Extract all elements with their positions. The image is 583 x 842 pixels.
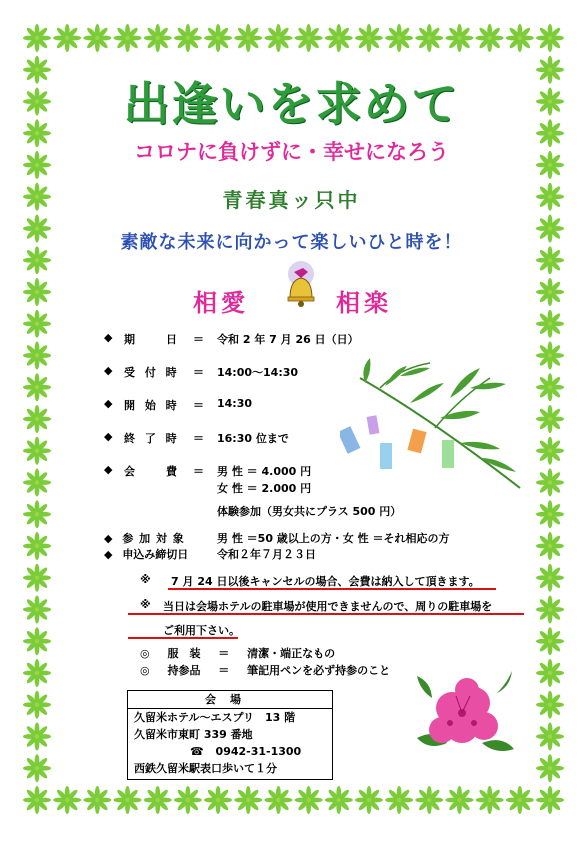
flower-icon (53, 786, 81, 814)
detail-value: 16:30 位まで (217, 432, 289, 445)
flower-icon (234, 786, 262, 814)
flower-icon (506, 786, 534, 814)
flower-icon (415, 786, 443, 814)
flower-icon (23, 627, 51, 655)
azalea-flower-icon (412, 668, 517, 763)
flower-icon (536, 691, 564, 719)
note-mark: ※ (140, 573, 151, 586)
detail-eq: ＝ (193, 366, 204, 379)
item-value: 筆記用ペンを必ず持参のこと (247, 664, 391, 677)
flower-icon (385, 786, 413, 814)
flower-icon (23, 500, 51, 528)
flower-icon (536, 596, 564, 624)
venue-access: 西鉄久留米駅表口歩いて１分 (134, 762, 277, 775)
flower-icon (23, 786, 51, 814)
note-cancel: 7 月 24 日以後キャンセルの場合、会費は納入して頂きます。 (171, 575, 480, 588)
bullet: ◆ (104, 397, 113, 410)
aiai-left-text: 相愛 (193, 289, 249, 317)
flower-icon (23, 659, 51, 687)
flower-icon (264, 786, 292, 814)
flower-icon (536, 278, 564, 306)
flower-icon (295, 786, 323, 814)
main-title: 出逢いを求めて (123, 77, 460, 131)
venue-box (127, 690, 333, 780)
flower-icon (325, 24, 353, 52)
fee-female: 女 性 ＝ 2.000 円 (217, 482, 312, 495)
flower-icon (355, 786, 383, 814)
flower-icon (536, 310, 564, 338)
bullet: ◆ (104, 430, 113, 443)
flower-icon (506, 24, 534, 52)
flower-icon (114, 786, 142, 814)
flower-icon (23, 754, 51, 782)
flower-icon (23, 532, 51, 560)
underline (168, 588, 496, 590)
detail-eq: ＝ (193, 432, 204, 445)
subtitle-youth: 青春真ッ只中 (222, 188, 361, 212)
venue-header: 会場 (128, 691, 332, 709)
detail-eq: ＝ (193, 399, 204, 412)
underline (128, 613, 524, 615)
detail-label: 期 日 (124, 333, 180, 346)
item-value: 清潔・端正なもの (247, 647, 336, 660)
flower-icon (536, 342, 564, 370)
flower-icon (536, 723, 564, 751)
participants-label: 参 加 対 象 (122, 532, 185, 545)
flower-icon (83, 786, 111, 814)
bamboo-tanabata-icon (340, 358, 530, 493)
participants-value: 男 性 ＝50 歳以上の方・女 性 ＝それ相応の方 (217, 532, 450, 545)
item-eq: ＝ (218, 664, 230, 677)
flower-icon (476, 786, 504, 814)
flower-icon (83, 24, 111, 52)
participants-row (104, 530, 185, 546)
flower-icon (536, 437, 564, 465)
flower-icon (415, 24, 443, 52)
flower-icon (536, 24, 564, 52)
flower-icon (23, 310, 51, 338)
note-parking: 当日は会場ホテルの駐車場が使用できませんので、周りの駐車場を (163, 600, 493, 613)
venue-phone: 0942-31-1300 (215, 745, 302, 758)
flower-icon (23, 691, 51, 719)
flower-icon (325, 786, 353, 814)
detail-value: 男 性 ＝ 4.000 円 (217, 465, 312, 478)
detail-label: 終 了 時 (124, 432, 180, 445)
item-bring (140, 662, 390, 678)
underline (128, 637, 238, 639)
flower-icon (536, 373, 564, 401)
flower-icon (445, 24, 473, 52)
subtitle-corona: コロナに負けずに・幸せになろう (134, 140, 449, 164)
fee-note: 体験参加（男女共にプラス 500 円） (217, 505, 402, 518)
flower-icon (23, 405, 51, 433)
aiai-right-text: 相楽 (336, 289, 392, 317)
bullet: ◆ (104, 364, 113, 377)
flower-icon (23, 24, 51, 52)
detail-label: 受 付 時 (124, 366, 180, 379)
venue-address: 久留米市東町 339 番地 (134, 728, 253, 741)
item-label: 服 装 (167, 647, 201, 660)
bullet: ◆ (104, 548, 113, 561)
detail-label: 会 費 (124, 465, 180, 478)
detail-value: 14:00〜14:30 (217, 366, 299, 379)
flower-icon (144, 24, 172, 52)
flower-icon (536, 500, 564, 528)
flower-icon (536, 627, 564, 655)
flower-icon (144, 786, 172, 814)
flower-icon (536, 659, 564, 687)
item-mark: ◎ (140, 664, 150, 677)
flower-icon (23, 342, 51, 370)
flower-icon (23, 278, 51, 306)
detail-label: 開 始 時 (124, 399, 180, 412)
deadline-label: 申込み締切日 (122, 548, 189, 561)
bullet: ◆ (104, 532, 113, 545)
detail-eq: ＝ (193, 465, 204, 478)
flower-icon (445, 786, 473, 814)
flower-icon (355, 24, 383, 52)
item-label: 持参品 (167, 664, 201, 677)
flower-icon (174, 24, 202, 52)
flower-icon (23, 596, 51, 624)
detail-value: 令和 2 年 7 月 26 日（日） (217, 333, 359, 346)
flower-icon (204, 786, 232, 814)
flower-icon (23, 723, 51, 751)
deadline-row (104, 546, 188, 562)
flower-icon (536, 754, 564, 782)
flower-icon (114, 24, 142, 52)
flower-icon (53, 24, 81, 52)
flower-icon (295, 24, 323, 52)
flower-icon (385, 24, 413, 52)
flower-icon (536, 469, 564, 497)
flower-icon (23, 564, 51, 592)
flower-icon (476, 24, 504, 52)
item-mark: ◎ (140, 647, 150, 660)
bell-icon (276, 260, 326, 312)
flower-icon (23, 373, 51, 401)
flower-icon (23, 469, 51, 497)
item-eq: ＝ (218, 647, 230, 660)
note-mark: ※ (140, 598, 151, 611)
venue-phone-line (128, 743, 332, 760)
flower-icon (264, 24, 292, 52)
phone-icon: ☎ (190, 745, 204, 758)
deadline-value: 令和２年７月２３日 (217, 548, 316, 561)
flower-icon (174, 786, 202, 814)
flower-icon (23, 437, 51, 465)
flower-icon (536, 564, 564, 592)
flower-icon (204, 24, 232, 52)
venue-name: 久留米ホテル〜エスプリ 13 階 (134, 711, 296, 724)
detail-value: 14:30 (217, 397, 253, 410)
flower-icon (536, 786, 564, 814)
flower-icon (536, 532, 564, 560)
bullet: ◆ (104, 331, 113, 344)
subtitle-future: 素敵な未来に向かって楽しいひと時を！ (120, 232, 463, 253)
flower-icon (234, 24, 262, 52)
detail-eq: ＝ (193, 333, 204, 346)
bullet: ◆ (104, 463, 113, 476)
flower-icon (536, 405, 564, 433)
note-parking-cont: ご利用下さい。 (163, 624, 240, 637)
item-dress (140, 645, 335, 661)
